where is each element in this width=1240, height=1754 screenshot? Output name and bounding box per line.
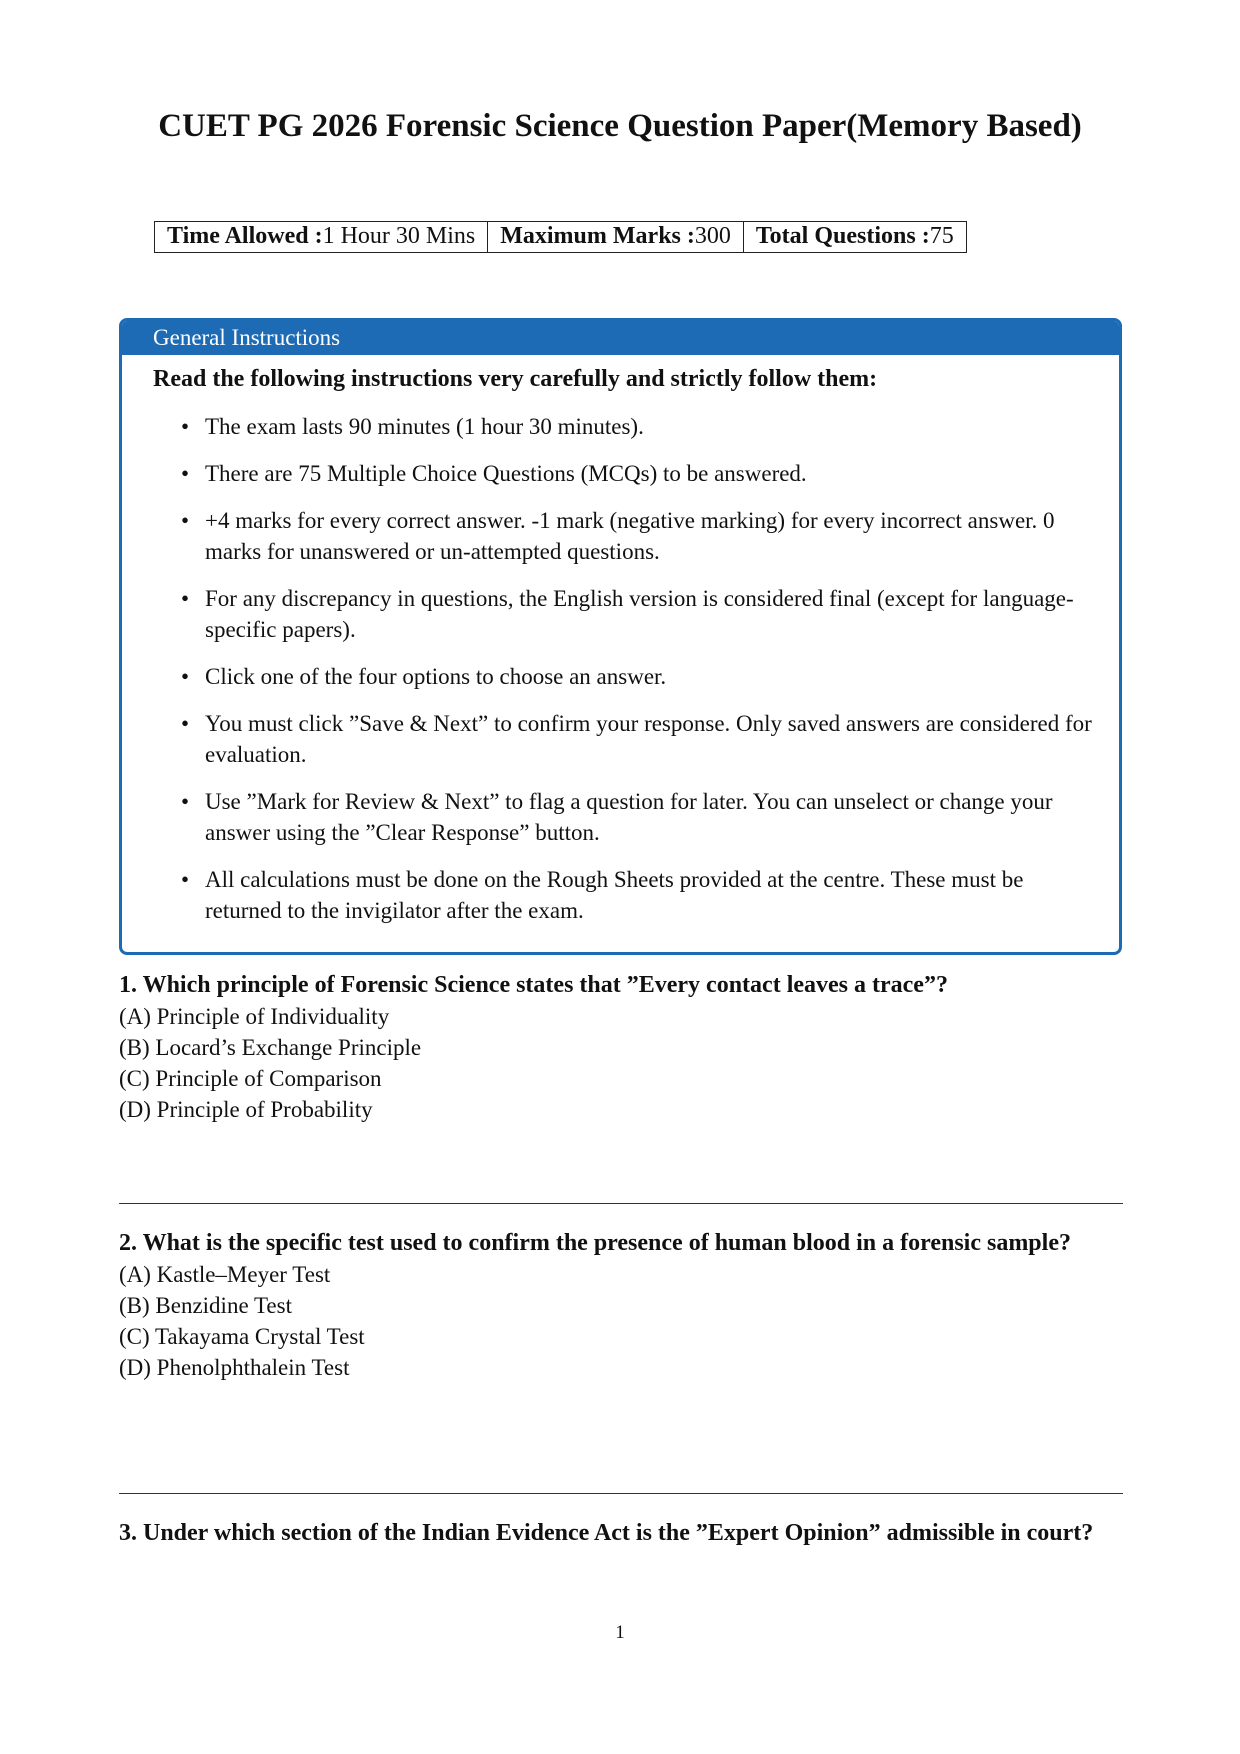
- instruction-item: • The exam lasts 90 minutes (1 hour 30 minutes).: [205, 411, 1095, 442]
- time-allowed-value: 1 Hour 30 Mins: [322, 223, 476, 249]
- general-instructions-box: [119, 318, 1122, 955]
- instruction-item: • You must click ”Save & Next” to confirm your response. Only saved answers are considered for evaluation.: [205, 708, 1095, 770]
- option-a: (A) Principle of Individuality: [119, 1004, 390, 1029]
- instruction-item: • Click one of the four options to choose an answer.: [205, 661, 1095, 692]
- page-title: CUET PG 2026 Forensic Science Question Paper(Memory Based): [158, 108, 1082, 144]
- maximum-marks-label: Maximum Marks :: [500, 223, 695, 249]
- exam-info-table: [154, 221, 967, 253]
- instruction-item: • All calculations must be done on the Rough Sheets provided at the centre. These must be returned to the invigilator after the exam.: [205, 864, 1095, 926]
- instruction-item: • Use ”Mark for Review & Next” to flag a question for later. You can unselect or change your answer using the ”Clear Response” button.: [205, 786, 1095, 848]
- option-d: (D) Phenolphthalein Test: [119, 1355, 350, 1380]
- maximum-marks-cell: [488, 222, 744, 253]
- option-b: (B) Locard’s Exchange Principle: [119, 1035, 422, 1060]
- question-text: 1. Which principle of Forensic Science states that ”Every contact leaves a trace”?: [119, 972, 948, 998]
- maximum-marks-value: 300: [694, 223, 731, 249]
- question-text: 3. Under which section of the Indian Evidence Act is the ”Expert Opinion” admissible in court?: [119, 1520, 1094, 1546]
- time-allowed-label: Time Allowed :: [167, 223, 323, 249]
- option-c: (C) Principle of Comparison: [119, 1066, 382, 1091]
- option-d: (D) Principle of Probability: [119, 1097, 373, 1122]
- question-1: [119, 970, 1123, 1125]
- instructions-header: General Instructions: [122, 321, 1119, 355]
- instructions-list: [122, 411, 1119, 926]
- option-b: (B) Benzidine Test: [119, 1293, 292, 1318]
- instruction-item: • There are 75 Multiple Choice Questions (MCQs) to be answered.: [205, 458, 1095, 489]
- page-number: 1: [615, 1622, 625, 1643]
- question-text: 2. What is the specific test used to confirm the presence of human blood in a forensic sample?: [119, 1230, 1071, 1256]
- instruction-item: • +4 marks for every correct answer. -1 mark (negative marking) for every incorrect answer. 0 marks for unanswered or un-attempted questions.: [205, 505, 1095, 567]
- question-2: [119, 1228, 1123, 1383]
- option-a: (A) Kastle–Meyer Test: [119, 1262, 331, 1287]
- total-questions-value: 75: [929, 223, 954, 249]
- question-divider: [119, 1203, 1123, 1204]
- question-divider: [119, 1493, 1123, 1494]
- time-allowed-cell: [155, 222, 488, 253]
- option-c: (C) Takayama Crystal Test: [119, 1324, 365, 1349]
- question-3: [119, 1518, 1123, 1549]
- instruction-item: • For any discrepancy in questions, the English version is considered final (except for language-specific papers).: [205, 583, 1095, 645]
- total-questions-cell: [743, 222, 966, 253]
- total-questions-label: Total Questions :: [755, 223, 930, 249]
- instructions-lead: Read the following instructions very carefully and strictly follow them:: [153, 366, 878, 392]
